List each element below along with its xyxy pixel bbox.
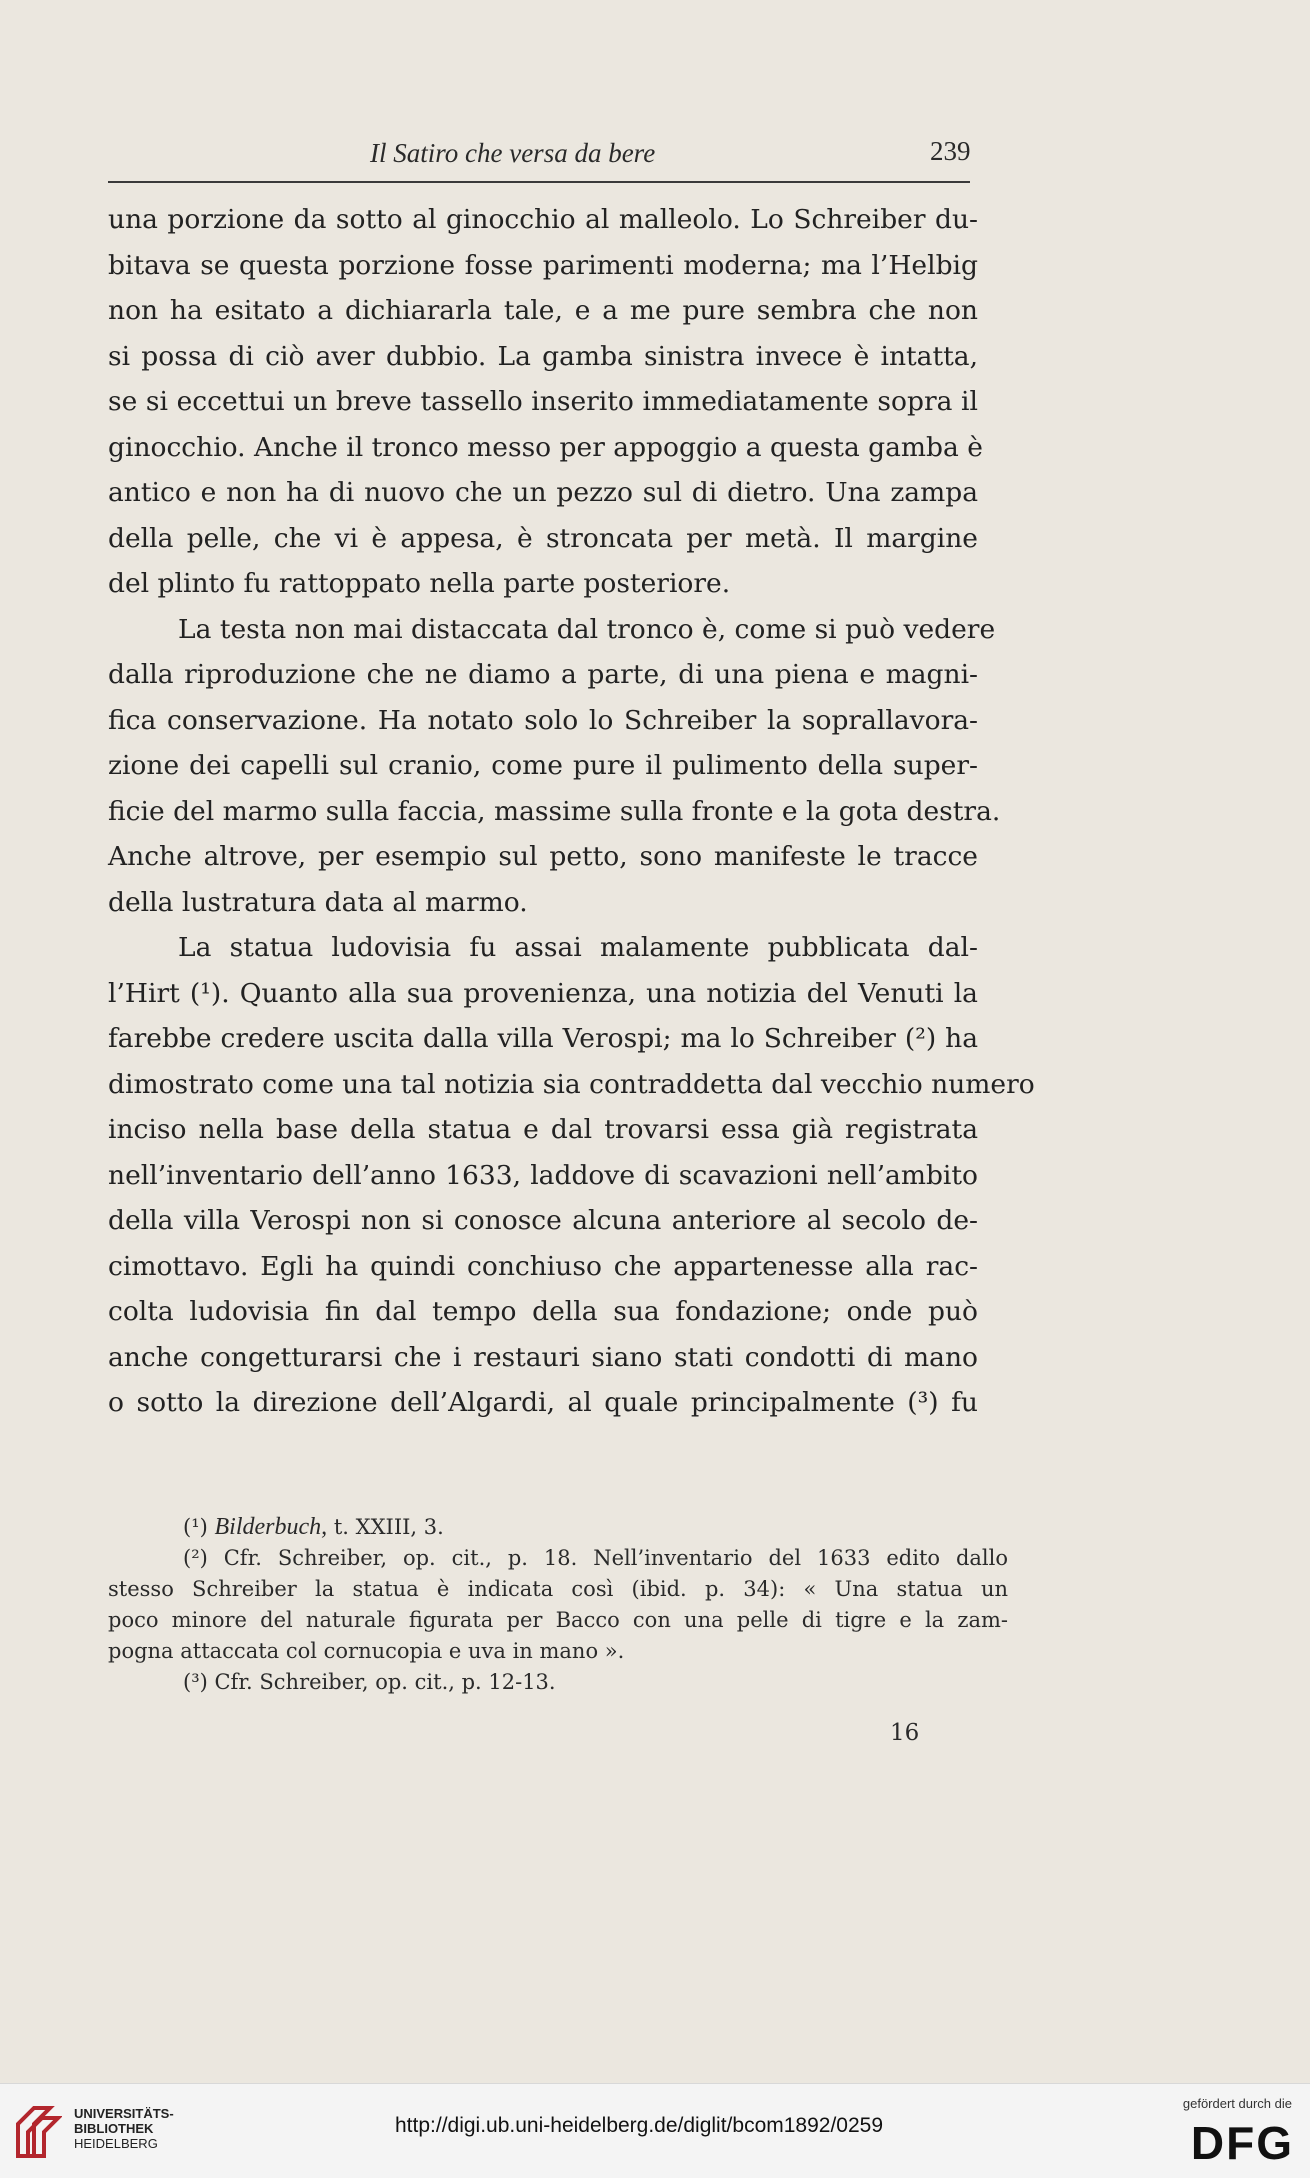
footnote-line: (³) Cfr. Schreiber, op. cit., p. 12-13. xyxy=(183,1670,556,1694)
page-number: 239 xyxy=(930,136,971,166)
signature-mark: 16 xyxy=(890,1720,920,1746)
header-rule xyxy=(108,181,970,183)
text-line: del plinto fu rattoppato nella parte posteriore. xyxy=(108,568,731,599)
text-line: dalla riproduzione che ne diamo a parte, di una piena e magni- xyxy=(108,659,978,690)
text-line: La statua ludovisia fu assai malamente pubblicata dal- xyxy=(178,932,978,963)
text-line: inciso nella base della statua e dal trovarsi essa già registrata xyxy=(108,1114,978,1145)
permalink-url[interactable]: http://digi.ub.uni-heidelberg.de/diglit/bcom1892/0259 xyxy=(395,2114,884,2137)
text-line: una porzione da sotto al ginocchio al malleolo. Lo Schreiber du- xyxy=(108,204,978,235)
text-line: colta ludovisia fin dal tempo della sua fondazione; onde può xyxy=(108,1296,978,1327)
text-line: nell’inventario dell’anno 1633, laddove di scavazioni nell’ambito xyxy=(108,1159,978,1191)
footnote-line: pogna attaccata col cornucopia e uva in mano ». xyxy=(108,1639,625,1663)
footnotes xyxy=(108,1512,1008,1698)
viewer-footer xyxy=(0,2083,1310,2178)
text-line: anche congetturarsi che i restauri siano stati condotti di mano xyxy=(108,1341,978,1373)
text-line: bitava se questa porzione fosse parimenti moderna; ma l’Helbig xyxy=(108,249,978,281)
text-line: fica conservazione. Ha notato solo lo Schreiber la soprallavora- xyxy=(108,704,978,736)
body-text xyxy=(108,197,1035,1426)
text-line: se si eccettui un breve tassello inserito immediatamente sopra il xyxy=(108,386,978,417)
text-line: o sotto la direzione dell’Algardi, al quale principalmente (³) fu xyxy=(108,1387,978,1418)
footnote-1 xyxy=(108,1512,1008,1543)
funded-by-label: gefördert durch die xyxy=(1182,2096,1292,2111)
footnote-line: stesso Schreiber la statua è indicata così (ibid. p. 34): « Una statua un xyxy=(108,1577,1008,1601)
running-title: Il Satiro che versa da bere xyxy=(370,138,656,168)
text-line: non ha esitato a dichiararla tale, e a me pure sembra che non xyxy=(108,295,978,326)
dfg-logo: DFG xyxy=(1190,2117,1294,2169)
text-line: della lustratura data al marmo. xyxy=(108,886,528,918)
text-line: l’Hirt (¹). Quanto alla sua provenienza, una notizia del Venuti la xyxy=(108,977,978,1009)
text-line: Anche altrove, per esempio sul petto, sono manifeste le tracce xyxy=(108,841,978,872)
text-line: cimottavo. Egli ha quindi conchiuso che appartenesse alla rac- xyxy=(108,1250,978,1282)
text-line: ginocchio. Anche il tronco messo per appoggio a questa gamba è xyxy=(108,431,983,463)
text-line: dimostrato come una tal notizia sia contraddetta dal vecchio numero xyxy=(108,1068,1035,1100)
footnote-1-rest: t. XXIII, 3. xyxy=(333,1515,444,1539)
text-line: ficie del marmo sulla faccia, massime sulla fronte e la gota destra. xyxy=(108,795,1001,827)
text-line: La testa non mai distaccata dal tronco è, come si può vedere xyxy=(178,613,996,645)
text-line: si possa di ciò aver dubbio. La gamba sinistra invece è intatta, xyxy=(108,340,978,372)
institution-name: UNIVERSITÄTS- BIBLIOTHEK HEIDELBERG xyxy=(74,2106,174,2151)
text-line: zione dei capelli sul cranio, come pure il pulimento della super- xyxy=(108,750,978,781)
footnote-line: (²) Cfr. Schreiber, op. cit., p. 18. Nell’inventario del 1633 edito dallo xyxy=(183,1546,1008,1570)
text-line: della pelle, che vi è appesa, è stroncata per metà. Il margine xyxy=(108,522,978,554)
footnote-1-title: Bilderbuch, xyxy=(214,1514,328,1540)
footnote-line: poco minore del naturale figurata per Bacco con una pelle di tigre e la zam- xyxy=(108,1608,1008,1632)
text-line: della villa Verospi non si conosce alcuna anteriore al secolo de- xyxy=(108,1205,978,1236)
text-line: farebbe credere uscita dalla villa Verospi; ma lo Schreiber (²) ha xyxy=(108,1023,978,1054)
university-library-logo-icon xyxy=(14,2102,62,2160)
text-line: antico e non ha di nuovo che un pezzo sul di dietro. Una zampa xyxy=(108,477,978,508)
footnote-1-mark: (¹) xyxy=(183,1515,208,1539)
